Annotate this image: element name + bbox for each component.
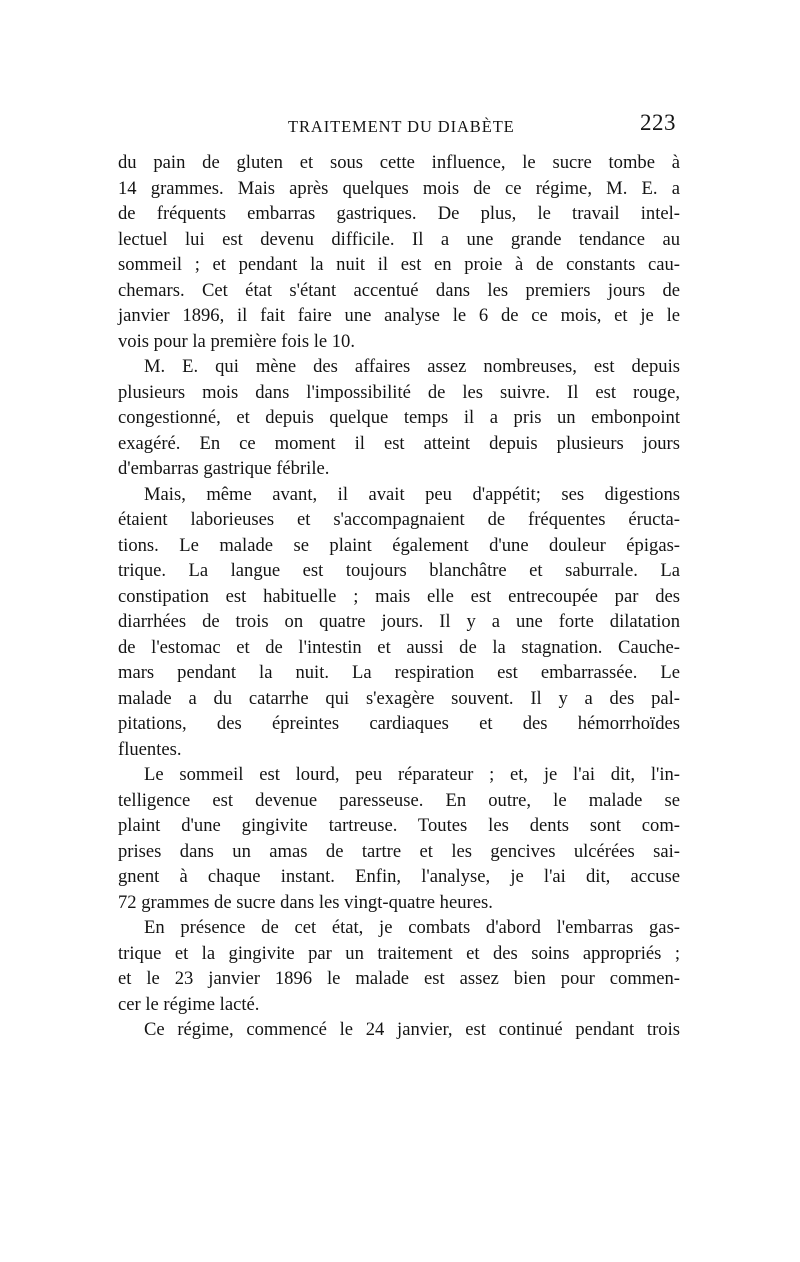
text-line: gnent à chaque instant. Enfin, l'analyse, je l'ai dit, accuse xyxy=(118,866,680,887)
paragraph xyxy=(118,915,680,1017)
page-number: 223 xyxy=(640,110,676,135)
text-line: de l'estomac et de l'intestin et aussi de la stagnation. Cauche- xyxy=(118,636,680,658)
text-line: sommeil ; et pendant la nuit il est en proie à de constants cau- xyxy=(118,254,680,275)
text-line: diarrhées de trois on quatre jours. Il y a une forte dilatation xyxy=(118,611,680,632)
paragraph xyxy=(118,150,680,354)
text-line: En présence de cet état, je combats d'abord l'embarras gas- xyxy=(144,917,680,938)
text-line: de fréquents embarras gastriques. De plus, le travail intel- xyxy=(118,203,680,224)
text-line: 72 grammes de sucre dans les vingt-quatre heures. xyxy=(118,891,493,913)
text-line: congestionné, et depuis quelque temps il a pris un embonpoint xyxy=(118,407,680,428)
text-line: étaient laborieuses et s'accompagnaient de fréquentes éructa- xyxy=(118,509,680,530)
running-head xyxy=(118,110,678,144)
text-line: lectuel lui est devenu difficile. Il a une grande tendance au xyxy=(118,228,680,250)
text-line: plaint d'une gingivite tartreuse. Toutes les dents sont com- xyxy=(118,815,680,836)
text-line: trique. La langue est toujours blanchâtre et saburrale. La xyxy=(118,560,680,581)
paragraph xyxy=(118,482,680,763)
paragraph xyxy=(118,354,680,482)
text-line: janvier 1896, il fait faire une analyse le 6 de ce mois, et je le xyxy=(118,305,680,326)
text-line: du pain de gluten et sous cette influence, le sucre tombe à xyxy=(118,152,680,173)
text-line: fluentes. xyxy=(118,738,182,760)
text-line: chemars. Cet état s'étant accentué dans les premiers jours de xyxy=(118,279,680,301)
running-title: TRAITEMENT DU DIABÈTE xyxy=(288,117,515,136)
body-text xyxy=(118,150,680,1043)
text-line: mars pendant la nuit. La respiration est embarrassée. Le xyxy=(118,662,680,683)
text-line: constipation est habituelle ; mais elle est entrecoupée par des xyxy=(118,585,680,607)
text-line: 14 grammes. Mais après quelques mois de ce régime, M. E. a xyxy=(118,177,680,199)
text-line: trique et la gingivite par un traitement et des soins appropriés ; xyxy=(118,942,680,964)
text-line: tions. Le malade se plaint également d'une douleur épigas- xyxy=(118,534,680,556)
text-line: pitations, des épreintes cardiaques et des hémorrhoïdes xyxy=(118,713,680,734)
text-line: plusieurs mois dans l'impossibilité de les suivre. Il est rouge, xyxy=(118,381,680,403)
text-line: vois pour la première fois le 10. xyxy=(118,330,356,352)
paragraph xyxy=(118,762,680,915)
text-line: exagéré. En ce moment il est atteint depuis plusieurs jours xyxy=(118,432,680,454)
text-line: prises dans un amas de tartre et les gencives ulcérées sai- xyxy=(118,840,680,862)
text-line: M. E. qui mène des affaires assez nombreuses, est depuis xyxy=(144,356,680,377)
text-line: Le sommeil est lourd, peu réparateur ; et, je l'ai dit, l'in- xyxy=(144,764,680,785)
text-line: telligence est devenue paresseuse. En outre, le malade se xyxy=(118,789,680,811)
text-line: et le 23 janvier 1896 le malade est assez bien pour commen- xyxy=(118,968,680,989)
text-line: cer le régime lacté. xyxy=(118,993,260,1015)
text-line: Ce régime, commencé le 24 janvier, est continué pendant trois xyxy=(144,1019,680,1040)
text-line: d'embarras gastrique fébrile. xyxy=(118,458,330,479)
text-line: malade a du catarrhe qui s'exagère souvent. Il y a des pal- xyxy=(118,687,680,709)
text-line: Mais, même avant, il avait peu d'appétit; ses digestions xyxy=(144,483,680,505)
paragraph xyxy=(118,1017,680,1043)
